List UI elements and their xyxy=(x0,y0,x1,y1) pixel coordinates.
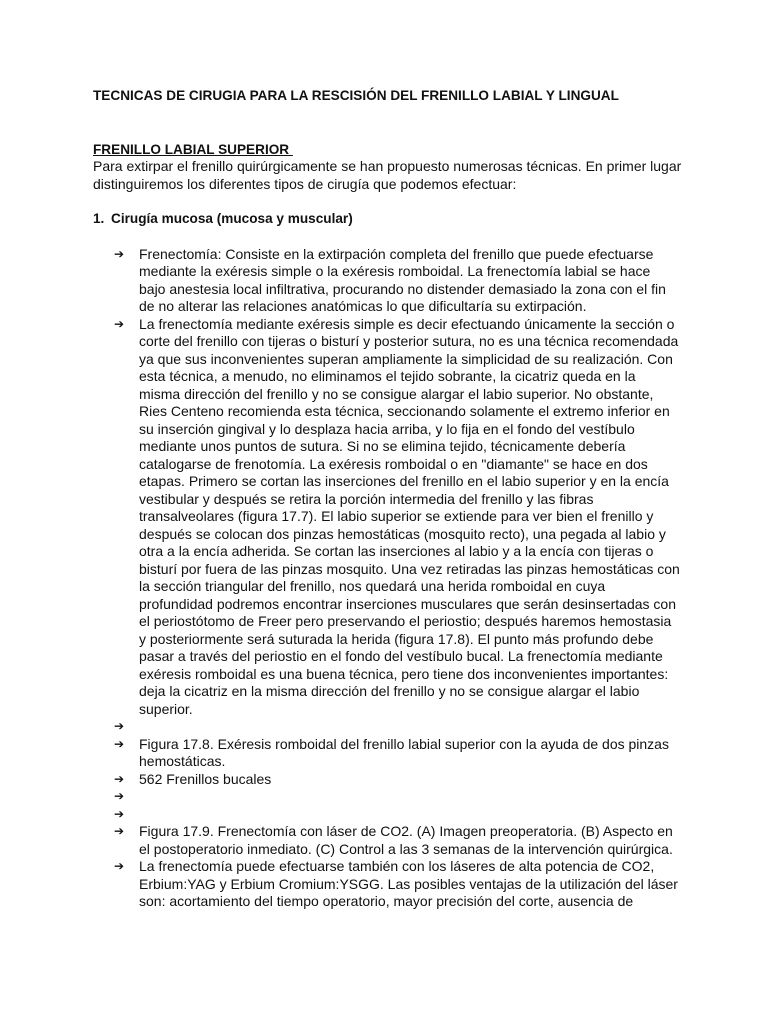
list-item xyxy=(114,858,708,911)
document-title: TECNICAS DE CIRUGIA PARA LA RESCISIÓN DEL FRENILLO LABIAL Y LINGUAL xyxy=(93,88,619,103)
list-item xyxy=(114,771,708,789)
list-item-text xyxy=(139,806,708,824)
list-item xyxy=(114,806,708,824)
arrow-icon: ➔ xyxy=(114,789,125,803)
list-item-text: Frenectomía: Consiste en la extirpación completa del frenillo que puede efectuarse mediante la exéresis simple o la exéresis romboidal. La frenectomía labial se hace bajo anestesia local infiltrativa, procurando no distender demasiado la zona con el fin de no alterar las relaciones anatómicas lo que dificultaría su extirpación. xyxy=(139,245,666,314)
arrow-icon: ➔ xyxy=(114,859,125,873)
list-item-text: La frenectomía puede efectuarse también con los láseres de alta potencia de CO2, Erbium:YAG y Erbium Cromium:YSGG. Las posibles ventajas de la utilización del láser son: acortamiento del tiempo operatorio, mayor precisión del corte, ausencia de xyxy=(139,858,678,909)
list-item xyxy=(114,788,708,806)
numbered-heading xyxy=(93,210,708,228)
numbered-heading-label: Cirugía mucosa (mucosa y muscular) xyxy=(111,211,353,226)
section-title: FRENILLO LABIAL SUPERIOR xyxy=(93,141,293,157)
bullet-list xyxy=(93,246,708,911)
list-item-text: 562 Frenillos bucales xyxy=(139,770,272,787)
arrow-icon: ➔ xyxy=(114,246,125,261)
list-item xyxy=(114,823,708,858)
list-item-text: Figura 17.8. Exéresis romboidal del frenillo labial superior con la ayuda de dos pinzas hemostáticas. xyxy=(139,735,669,769)
list-item-text xyxy=(139,788,708,806)
list-item xyxy=(114,316,708,719)
list-item-text: La frenectomía mediante exéresis simple es decir efectuando únicamente la sección o corte del frenillo con tijeras o bisturí y posterior sutura, no es una técnica recomendada ya que sus inconvenientes superan ampliamente la simplicidad de su realización. Con esta técnica, a menudo, no eliminamos el tejido sobrante, la cicatriz queda en la misma dirección del frenillo y no se consigue alargar el labio superior. No obstante, Ries Centeno recomienda esta técnica, seccionando solamente el extremo inferior en su inserción gingival y lo desplaza hacia arriba, y lo fija en el fondo del vestíbulo mediante unos puntos de sutura. Si no se elimina tejido, técnicamente debería catalogarse de frenotomía. La exéresis romboidal o en "diamante" se hace en dos etapas. Primero se cortan las inserciones del frenillo en el labio superior y en la encía vestibular y después se retira la porción intermedia del frenillo y las fibras transalveolares (figura 17.7). El labio superior se extiende para ver bien el frenillo y después se colocan dos pinzas hemostáticas (mosquito recto), una pegada al labio y otra a la encía adherida. Se cortan las inserciones al labio y a la encía con tijeras o bisturí por fuera de las pinzas mosquito. Una vez retiradas las pinzas hemostáticas con la sección triangular del frenillo, nos quedará una herida romboidal en cuya profundidad podremos encontrar inserciones musculares que serán desinsertadas con el periostótomo de Freer pero preservando el periostio; después haremos hemostasia y posteriormente será suturada la herida (figura 17.8). El punto más profundo debe pasar a través del periostio en el fondo del vestíbulo bucal. La frenectomía mediante exéresis romboidal es una buena técnica, pero tiene dos inconvenientes importantes: deja la cicatriz en la misma dirección del frenillo y no se consigue alargar el labio superior. xyxy=(139,315,680,717)
intro-paragraph: Para extirpar el frenillo quirúrgicamente se han propuesto numerosas técnicas. En primer lugar distinguiremos los diferentes tipos de cirugía que podemos efectuar: xyxy=(93,158,682,192)
arrow-icon: ➔ xyxy=(114,771,125,786)
arrow-icon: ➔ xyxy=(114,806,125,821)
arrow-icon: ➔ xyxy=(114,719,125,733)
list-item xyxy=(114,246,708,316)
list-item-text: Figura 17.9. Frenectomía con láser de CO2. (A) Imagen preoperatoria. (B) Aspecto en el postoperatorio inmediato. (C) Control a las 3 semanas de la intervención quirúrgica. xyxy=(139,823,673,857)
list-item xyxy=(114,718,708,736)
arrow-icon: ➔ xyxy=(114,316,125,331)
list-item-text xyxy=(139,718,708,736)
numbered-heading-number: 1. xyxy=(93,211,105,226)
list-item xyxy=(114,736,708,771)
arrow-icon: ➔ xyxy=(114,736,125,751)
arrow-icon: ➔ xyxy=(114,824,125,838)
